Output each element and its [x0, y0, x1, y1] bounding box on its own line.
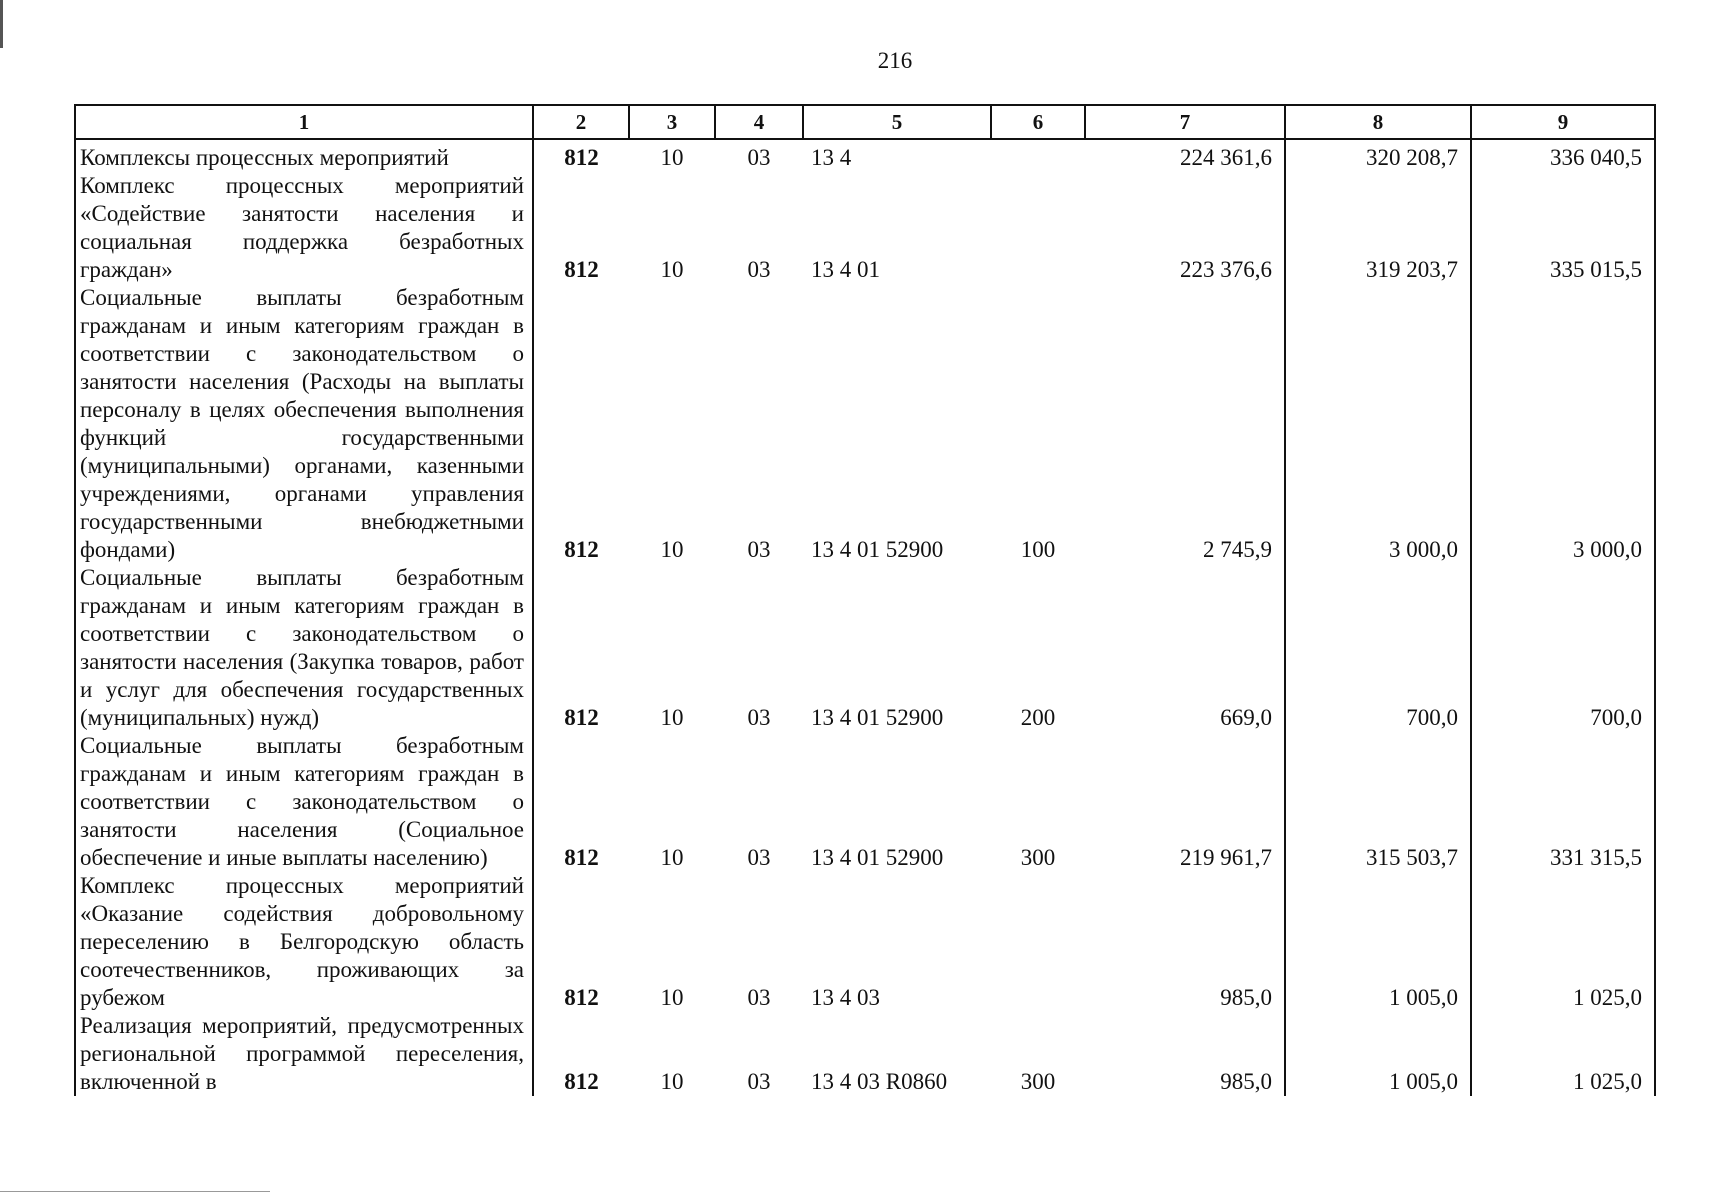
- cell-section: 10: [660, 257, 684, 282]
- cell-subsection: 03: [747, 537, 771, 562]
- budget-table: [74, 104, 1656, 1096]
- row-description: Реализация мероприятий, предусмотренных региональной программой переселения, включенной в: [75, 1012, 533, 1096]
- cell-section: 10: [660, 537, 684, 562]
- cell-target-article: 13 4: [811, 145, 852, 170]
- cell-admin-code: 812: [533, 172, 629, 284]
- scan-edge-mark: [0, 0, 3, 48]
- header-col-8: 8: [1285, 105, 1471, 139]
- cell-admin-code: 812: [533, 284, 629, 564]
- header-col-7: 7: [1085, 105, 1285, 139]
- cell-amount-col7: 224 361,6: [1085, 139, 1285, 172]
- cell-subsection: 03: [747, 145, 771, 170]
- cell-amount-col8: 315 503,7: [1285, 732, 1471, 872]
- page-number: 216: [877, 48, 913, 73]
- table-row: [75, 872, 1655, 1012]
- cell-admin-code: 812: [533, 732, 629, 872]
- cell-amount-col9: 1 025,0: [1471, 872, 1655, 1012]
- cell-expense-type: 300: [1020, 845, 1056, 870]
- cell-amount-col9: 700,0: [1471, 564, 1655, 732]
- table-row: [75, 172, 1655, 284]
- cell-amount-col7: 669,0: [1085, 564, 1285, 732]
- cell-section: 10: [660, 845, 684, 870]
- cell-admin-code: 812: [533, 1012, 629, 1096]
- cell-amount-col8: 1 005,0: [1285, 1012, 1471, 1096]
- header-col-9: 9: [1471, 105, 1655, 139]
- table-row: [75, 732, 1655, 872]
- cell-subsection: 03: [747, 1069, 771, 1094]
- cell-amount-col9: 336 040,5: [1471, 139, 1655, 172]
- cell-target-article: 13 4 01 52900: [811, 537, 944, 562]
- cell-amount-col7: 985,0: [1085, 872, 1285, 1012]
- cell-section: 10: [660, 145, 684, 170]
- cell-expense-type: [991, 172, 1085, 284]
- cell-expense-type: 300: [1020, 1069, 1056, 1094]
- scan-bottom-mark: [0, 1191, 270, 1192]
- cell-amount-col7: 219 961,7: [1085, 732, 1285, 872]
- cell-admin-code: 812: [533, 564, 629, 732]
- row-description: Комплексы процессных мероприятий: [75, 139, 533, 172]
- cell-admin-code: 812: [533, 872, 629, 1012]
- cell-expense-type: 200: [1020, 705, 1056, 730]
- cell-subsection: 03: [747, 705, 771, 730]
- cell-target-article: 13 4 03 R0860: [811, 1069, 948, 1094]
- cell-amount-col7: 223 376,6: [1085, 172, 1285, 284]
- cell-amount-col7: 985,0: [1085, 1012, 1285, 1096]
- row-description: Социальные выплаты безработным гражданам и иным категориям граждан в соответствии с законодательством о занятости населения (Социальное обеспечение и иные выплаты населению): [75, 732, 533, 872]
- row-description: Комплекс процессных мероприятий «Содействие занятости населения и социальная поддержка безработных граждан»: [75, 172, 533, 284]
- table-row: [75, 284, 1655, 564]
- cell-target-article: 13 4 01 52900: [811, 845, 944, 870]
- cell-expense-type: [991, 872, 1085, 1012]
- cell-target-article: 13 4 01: [811, 257, 880, 282]
- table-row: [75, 564, 1655, 732]
- cell-subsection: 03: [747, 985, 771, 1010]
- header-col-2: 2: [533, 105, 629, 139]
- cell-section: 10: [660, 1069, 684, 1094]
- cell-amount-col9: 3 000,0: [1471, 284, 1655, 564]
- cell-amount-col8: 319 203,7: [1285, 172, 1471, 284]
- cell-subsection: 03: [747, 257, 771, 282]
- cell-amount-col8: 320 208,7: [1285, 139, 1471, 172]
- cell-amount-col8: 1 005,0: [1285, 872, 1471, 1012]
- header-col-4: 4: [715, 105, 803, 139]
- cell-amount-col9: 331 315,5: [1471, 732, 1655, 872]
- row-description: Комплекс процессных мероприятий «Оказание содействия добровольному переселению в Белгородскую область соотечественников, проживающих за рубежом: [75, 872, 533, 1012]
- cell-amount-col9: 1 025,0: [1471, 1012, 1655, 1096]
- table-header-row: [75, 105, 1655, 139]
- header-col-5: 5: [803, 105, 991, 139]
- cell-admin-code: 812: [533, 139, 629, 172]
- cell-expense-type: 100: [1020, 537, 1056, 562]
- cell-subsection: 03: [747, 845, 771, 870]
- cell-amount-col8: 3 000,0: [1285, 284, 1471, 564]
- cell-section: 10: [660, 705, 684, 730]
- cell-expense-type: [991, 139, 1085, 172]
- row-description: Социальные выплаты безработным гражданам и иным категориям граждан в соответствии с законодательством о занятости населения (Закупка товаров, работ и услуг для обеспечения государственных (муниципальных) нужд): [75, 564, 533, 732]
- cell-amount-col8: 700,0: [1285, 564, 1471, 732]
- table-row: [75, 139, 1655, 172]
- header-col-6: 6: [991, 105, 1085, 139]
- header-col-1: 1: [75, 105, 533, 139]
- table-row: [75, 1012, 1655, 1096]
- cell-target-article: 13 4 01 52900: [811, 705, 944, 730]
- cell-section: 10: [660, 985, 684, 1010]
- cell-target-article: 13 4 03: [811, 985, 880, 1010]
- cell-amount-col7: 2 745,9: [1085, 284, 1285, 564]
- header-col-3: 3: [629, 105, 715, 139]
- row-description: Социальные выплаты безработным гражданам и иным категориям граждан в соответствии с законодательством о занятости населения (Расходы на выплаты персоналу в целях обеспечения выполнения функций государственными (муниципальными) органами, казенными учреждениями, органами управления государственными внебюджетными фондами): [75, 284, 533, 564]
- cell-amount-col9: 335 015,5: [1471, 172, 1655, 284]
